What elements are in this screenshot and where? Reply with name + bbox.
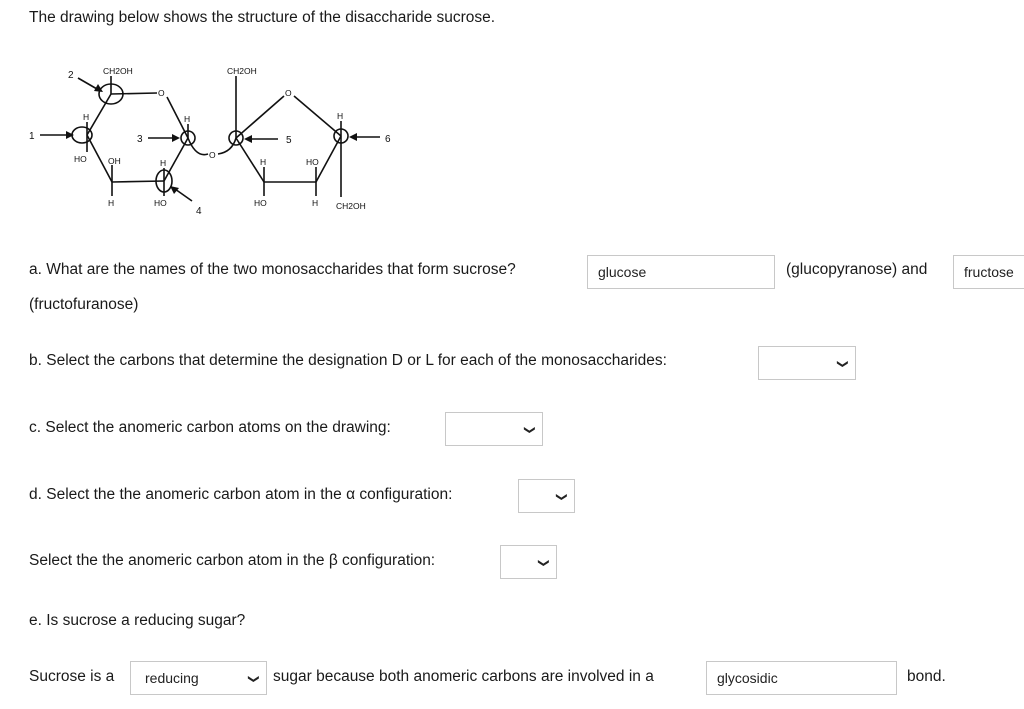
label-ch2oh-fructose-bottom: CH2OH bbox=[336, 201, 366, 211]
label-ho: HO bbox=[306, 157, 319, 167]
sucrose-structure-diagram bbox=[0, 55, 420, 225]
label-h: H bbox=[108, 198, 115, 208]
question-b-text: b. Select the carbons that determine the designation D or L for each of the monosaccharides: bbox=[29, 352, 667, 369]
dl-carbons-select[interactable] bbox=[758, 346, 856, 380]
question-e-text: e. Is sucrose a reducing sugar? bbox=[29, 612, 246, 629]
question-e-post-text: bond. bbox=[907, 668, 946, 685]
monosaccharide-2-input[interactable]: fructose bbox=[953, 255, 1024, 289]
carbon-number-6[interactable]: 6 bbox=[385, 134, 391, 145]
carbon-number-5[interactable]: 5 bbox=[286, 135, 292, 146]
carbon-number-4[interactable]: 4 bbox=[196, 206, 202, 217]
label-ch2oh-fructose-top: CH2OH bbox=[227, 66, 257, 76]
label-ho: HO bbox=[154, 198, 167, 208]
chevron-down-icon: ❯ bbox=[836, 359, 849, 369]
carbon-number-1[interactable]: 1 bbox=[29, 131, 35, 142]
chevron-down-icon: ❯ bbox=[537, 558, 550, 568]
chevron-down-icon: ❯ bbox=[247, 674, 260, 684]
label-h: H bbox=[337, 111, 344, 121]
label-ring-o-glucose: O bbox=[158, 88, 165, 98]
label-ring-o-fructose: O bbox=[285, 88, 292, 98]
reducing-sugar-select[interactable] bbox=[130, 661, 267, 695]
bond-type-input[interactable]: glycosidic bbox=[706, 661, 897, 695]
label-h: H bbox=[184, 114, 191, 124]
anomeric-carbons-select[interactable] bbox=[445, 412, 543, 446]
label-glycosidic-o: O bbox=[209, 150, 216, 160]
select-value: reducing bbox=[145, 670, 199, 686]
question-d2-text: Select the the anomeric carbon atom in the β configuration: bbox=[29, 552, 436, 569]
label-h: H bbox=[260, 157, 267, 167]
label-oh: OH bbox=[108, 156, 121, 166]
label-ch2oh-glucose: CH2OH bbox=[103, 66, 133, 76]
label-h: H bbox=[312, 198, 319, 208]
label-ho: HO bbox=[254, 198, 267, 208]
carbon-number-3[interactable]: 3 bbox=[137, 134, 143, 145]
label-h: H bbox=[83, 112, 90, 122]
question-a-mid-text: (glucopyranose) and bbox=[786, 261, 928, 278]
alpha-carbon-select[interactable] bbox=[518, 479, 575, 513]
label-ho: HO bbox=[74, 154, 87, 164]
question-a-after-text: (fructofuranose) bbox=[29, 296, 139, 313]
chevron-down-icon: ❯ bbox=[555, 492, 568, 502]
carbon-number-2[interactable]: 2 bbox=[68, 70, 74, 81]
question-e-pre-text: Sucrose is a bbox=[29, 668, 115, 685]
question-c-text: c. Select the anomeric carbon atoms on the drawing: bbox=[29, 419, 391, 436]
question-a-text: a. What are the names of the two monosaccharides that form sucrose? bbox=[29, 261, 516, 278]
beta-carbon-select[interactable] bbox=[500, 545, 557, 579]
label-h: H bbox=[160, 158, 167, 168]
monosaccharide-1-input[interactable]: glucose bbox=[587, 255, 775, 289]
question-e-mid-text: sugar because both anomeric carbons are involved in a bbox=[273, 668, 654, 685]
intro-text: The drawing below shows the structure of the disaccharide sucrose. bbox=[29, 9, 496, 26]
question-d-text: d. Select the the anomeric carbon atom in the α configuration: bbox=[29, 486, 453, 503]
chevron-down-icon: ❯ bbox=[523, 425, 536, 435]
